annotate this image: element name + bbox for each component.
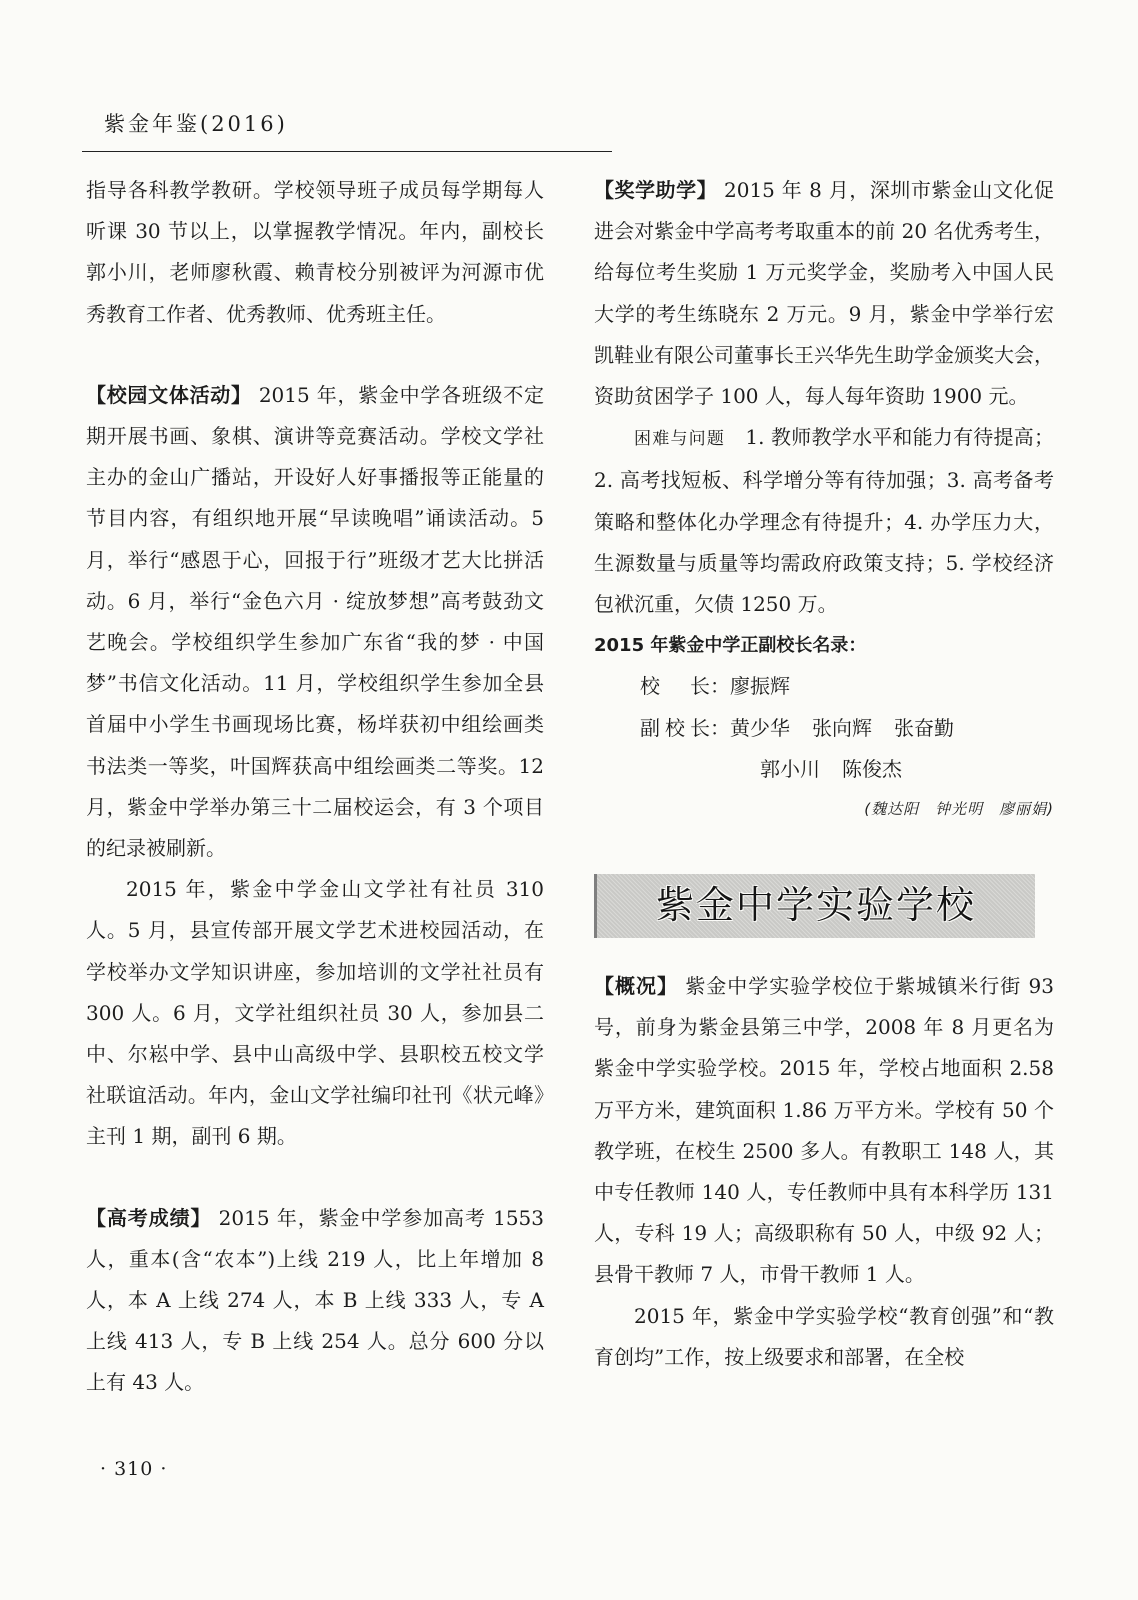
running-head: 紫金年鉴(2016)	[104, 112, 288, 136]
section-label: 【概况】	[594, 974, 678, 999]
roster-name: 黄少华	[730, 715, 790, 740]
roster-name: 廖振辉	[730, 674, 790, 699]
section-text: 2015 年 8 月，深圳市紫金山文化促进会对紫金中学高考考取重本的前 20 名优秀考生，给每位考生奖励 1 万元奖学金，奖励考入中国人民大学的考生练晓东 2 万元。9 月，紫金中学举行宏凯鞋业有限公司董事长王兴华先生助学金颁奖大会，资助贫困学子 100 人，每人每年资助 1900 元。	[594, 178, 1054, 409]
roster-title: 2015 年紫金中学正副校长名录：	[594, 635, 867, 657]
section-text: 2015 年，紫金中学参加高考 1553 人，重本(含“农本”)上线 219 人，比上年增加 8 人，本 A 上线 274 人，本 B 上线 333 人，专 A 上线 413 人，专 B 上线 254 人。总分 600 分以上有 43 人。	[86, 1205, 545, 1395]
header-rule	[82, 151, 612, 152]
section-banner	[594, 874, 1035, 938]
section-difficulties	[594, 417, 1054, 625]
roster-colon: ：	[710, 674, 730, 699]
author-credit: (魏达阳 钟光明 廖丽娟)	[864, 800, 1054, 819]
roster-colon: ：	[710, 715, 730, 740]
roster-principal	[594, 666, 1054, 707]
section-text: 紫金中学实验学校位于紫城镇米行街 93 号，前身为紫金县第三中学，2008 年 8 月更名为紫金中学实验学校。2015 年，学校占地面积 2.58 万平方米，建筑面积 1.86 万平方米。学校有 50 个教学班，在校生 2500 多人。有教职工 148 人，其中专任教师 140 人，专任教师中具有本科学历 131 人，专科 19 人；高级职称有 50 人，中级 92 人；县骨干教师 7 人，市骨干教师 1 人。	[594, 974, 1054, 1287]
paragraph-teaching-research: 指导各科教学教研。学校领导班子成员每学期每人听课 30 节以上，以掌握教学情况。年内，副校长郭小川，老师廖秋霞、赖青校分别被评为河源市优秀教育工作者、优秀教师、优秀班主任。	[86, 178, 544, 326]
roster-role: 副校长	[640, 715, 710, 740]
paragraph-literary-society: 2015 年，紫金中学金山文学社有社员 310 人。5 月，县宣传部开展文学艺术进校园活动，在学校举办文学知识讲座，参加培训的文学社社员有 300 人。6 月，文学社组织社员 30 人，参加县二中、尔崧中学、县中山高级中学、县职校五校文学社联谊活动。年内，金山文学社编印社刊《状元峰》主刊 1 期，副刊 6 期。	[86, 877, 544, 1149]
section-label: 【校园文体活动】	[86, 382, 252, 407]
section-scholarship	[594, 170, 1054, 417]
left-column	[86, 170, 544, 1404]
roster-vice-cont	[594, 749, 1054, 790]
section-label: 【奖学助学】	[594, 178, 718, 202]
section-label: 【高考成绩】	[86, 1205, 212, 1230]
roster-name: 张奋勤	[894, 715, 954, 740]
roster-name: 张向辉	[812, 715, 872, 740]
right-column	[594, 170, 1054, 1378]
roster-name: 陈俊杰	[842, 756, 902, 781]
section-exam-results	[86, 1198, 544, 1404]
roster-name: 郭小川	[760, 756, 820, 781]
roster-vice	[594, 708, 1054, 749]
paragraph-education: 2015 年，紫金中学实验学校“教育创强”和“教育创均”工作，按上级要求和部署，在全校	[594, 1303, 1054, 1369]
roster-role: 校长	[640, 674, 710, 699]
section-label: 困难与问题	[634, 429, 726, 450]
section-overview	[594, 966, 1054, 1296]
page-number: · 310 ·	[100, 1458, 168, 1480]
section-campus-activities	[86, 375, 544, 869]
section-text: 2015 年，紫金中学各班级不定期开展书画、象棋、演讲等竞赛活动。学校文学社主办的金山广播站，开设好人好事播报等正能量的节目内容，有组织地开展“早读晚唱”诵读活动。5 月，举行“感恩于心，回报于行”班级才艺大比拼活动。6 月，举行“金色六月 · 绽放梦想”高考鼓劲文艺晚会。学校组织学生参加广东省“我的梦 · 中国梦”书信文化活动。11 月，学校组织学生参加全县首届中小学生书画现场比赛，杨垟获初中组绘画类书法类一等奖，叶国辉获高中组绘画类二等奖。12 月，紫金中学举办第三十二届校运会，有 3 个项目的纪录被刷新。	[86, 382, 544, 861]
banner-title: 紫金中学实验学校	[655, 883, 976, 928]
section-text: 1. 教师教学水平和能力有待提高；2. 高考找短板、科学增分等有待加强；3. 高考备考策略和整体化办学理念有待提升；4. 办学压力大，生源数量与质量等均需政府政策支持；5. 学校经济包袱沉重，欠债 1250 万。	[594, 425, 1054, 617]
